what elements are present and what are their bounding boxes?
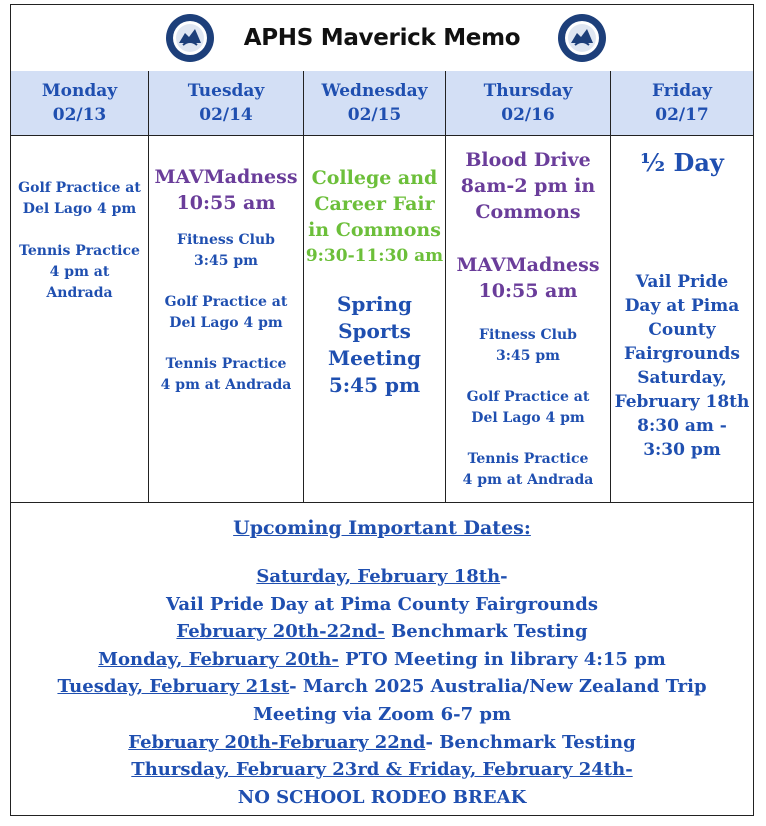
wednesday-spring-sports-event	[328, 291, 421, 399]
event-line: College and	[311, 167, 438, 189]
day-date: 02/14	[199, 105, 253, 125]
upcoming-date: February 20th-22nd-	[176, 621, 385, 643]
tuesday-golf-event	[165, 292, 288, 334]
event-line: MAVMadness	[154, 166, 298, 188]
thursday-fitness-event	[479, 325, 577, 367]
upcoming-text: PTO Meeting in library 4:15 pm	[338, 648, 666, 670]
day-header-thursday	[446, 71, 611, 135]
event-line: 4 pm at Andrada	[160, 377, 292, 393]
upcoming-date: Tuesday, February 21st	[57, 676, 290, 698]
friday-vail-pride-event	[615, 270, 750, 462]
event-line: Spring	[336, 292, 413, 316]
event-line: 10:55 am	[176, 192, 276, 214]
day-date: 02/15	[347, 105, 402, 125]
event-line: Del Lago 4 pm	[471, 410, 585, 426]
upcoming-date: Saturday, February 18th	[256, 566, 501, 587]
event-line: 4 pm at	[49, 264, 110, 280]
event-line: 8:30 am -	[637, 416, 727, 436]
day-header-tuesday	[149, 71, 304, 135]
thursday-golf-event	[467, 387, 590, 429]
event-line: 4 pm at Andrada	[462, 472, 594, 488]
event-line: Day at Pima	[624, 296, 740, 316]
tuesday-fitness-event	[177, 230, 275, 272]
event-line: Del Lago 4 pm	[22, 201, 137, 217]
event-line: Fitness Club	[177, 232, 275, 248]
event-line: 3:30 pm	[643, 440, 721, 460]
day-header-friday	[611, 71, 753, 135]
event-line: Tennis Practice	[165, 356, 287, 372]
event-line: Tennis Practice	[19, 243, 140, 259]
upcoming-line	[11, 646, 753, 674]
event-line: Commons	[475, 201, 581, 223]
event-line: 10:55 am	[478, 280, 578, 302]
event-line: Meeting	[328, 346, 421, 370]
day-date: 02/16	[501, 105, 555, 125]
day-header-row	[11, 71, 753, 136]
schedule-row	[11, 136, 753, 503]
day-date: 02/13	[52, 105, 107, 125]
friday-half-day: ½ Day	[640, 148, 724, 177]
event-line: 9:30-11:30 am	[305, 246, 444, 266]
upcoming-line	[11, 618, 753, 646]
event-line: Tennis Practice	[467, 451, 589, 467]
day-date: 02/17	[655, 105, 709, 125]
upcoming-line	[11, 673, 753, 701]
upcoming-line	[11, 563, 753, 591]
event-line: 5:45 pm	[328, 373, 421, 397]
event-line: 3:45 pm	[496, 348, 560, 364]
event-line: Golf Practice at	[18, 180, 141, 196]
wednesday-cell	[304, 136, 446, 502]
event-line: 8am-2 pm in	[460, 175, 596, 197]
event-line: in Commons	[308, 219, 441, 241]
day-name: Friday	[652, 81, 712, 101]
monday-tennis-event	[19, 241, 140, 304]
upcoming-text: - Benchmark Testing	[425, 731, 636, 753]
upcoming-line: NO SCHOOL RODEO BREAK	[237, 786, 527, 808]
upcoming-heading: Upcoming Important Dates:	[233, 517, 531, 539]
upcoming-date: February 20th-February 22nd	[128, 731, 426, 753]
event-line: Fairgrounds	[624, 344, 740, 364]
upcoming-date: Monday, February 20th-	[98, 648, 339, 670]
event-line: Career Fair	[314, 193, 435, 215]
event-line: MAVMadness	[456, 254, 600, 276]
thursday-blood-drive-event	[461, 147, 595, 225]
event-line: February 18th	[614, 392, 750, 412]
day-name: Monday	[41, 81, 118, 101]
event-line: Andrada	[46, 285, 113, 301]
monday-cell	[11, 136, 149, 502]
event-line: Blood Drive	[465, 149, 591, 171]
upcoming-dates-section	[11, 503, 753, 815]
event-line: Golf Practice at	[164, 294, 288, 310]
day-name: Tuesday	[187, 81, 265, 101]
event-line: Fitness Club	[479, 327, 577, 343]
tuesday-cell	[149, 136, 304, 502]
page-title: APHS Maverick Memo	[243, 25, 521, 51]
upcoming-date: Thursday, February 23rd & Friday, February 24th-	[131, 759, 633, 781]
monday-golf-event	[18, 178, 141, 220]
memo-header	[11, 5, 753, 72]
event-line: 3:45 pm	[194, 253, 258, 269]
memo	[10, 4, 754, 816]
upcoming-line	[11, 756, 753, 784]
tuesday-tennis-event	[161, 354, 292, 396]
event-line: Golf Practice at	[466, 389, 590, 405]
event-line: Saturday,	[637, 368, 727, 388]
thursday-mavmadness-event	[456, 252, 599, 304]
upcoming-text: -	[500, 566, 508, 587]
day-header-wednesday	[304, 71, 446, 135]
upcoming-line	[11, 729, 753, 757]
upcoming-text: Benchmark Testing	[384, 621, 588, 643]
day-name: Thursday	[483, 81, 573, 101]
day-header-monday	[11, 71, 149, 135]
thursday-cell	[446, 136, 611, 502]
friday-cell	[611, 136, 753, 502]
upcoming-line: Meeting via Zoom 6-7 pm	[252, 703, 512, 725]
wednesday-career-fair-event	[306, 165, 443, 269]
event-line: Vail Pride	[635, 272, 729, 292]
thursday-tennis-event	[463, 449, 594, 491]
mavericks-logo-left	[165, 13, 215, 63]
event-line: County	[648, 320, 716, 340]
upcoming-text: - March 2025 Australia/New Zealand Trip	[289, 676, 707, 698]
mavericks-logo-right	[557, 13, 607, 63]
event-line: Sports	[338, 319, 411, 343]
event-line: Del Lago 4 pm	[169, 315, 283, 331]
day-name: Wednesday	[321, 81, 428, 101]
upcoming-line: Vail Pride Day at Pima County Fairgrounds	[166, 593, 598, 615]
tuesday-mavmadness-event	[154, 164, 297, 216]
